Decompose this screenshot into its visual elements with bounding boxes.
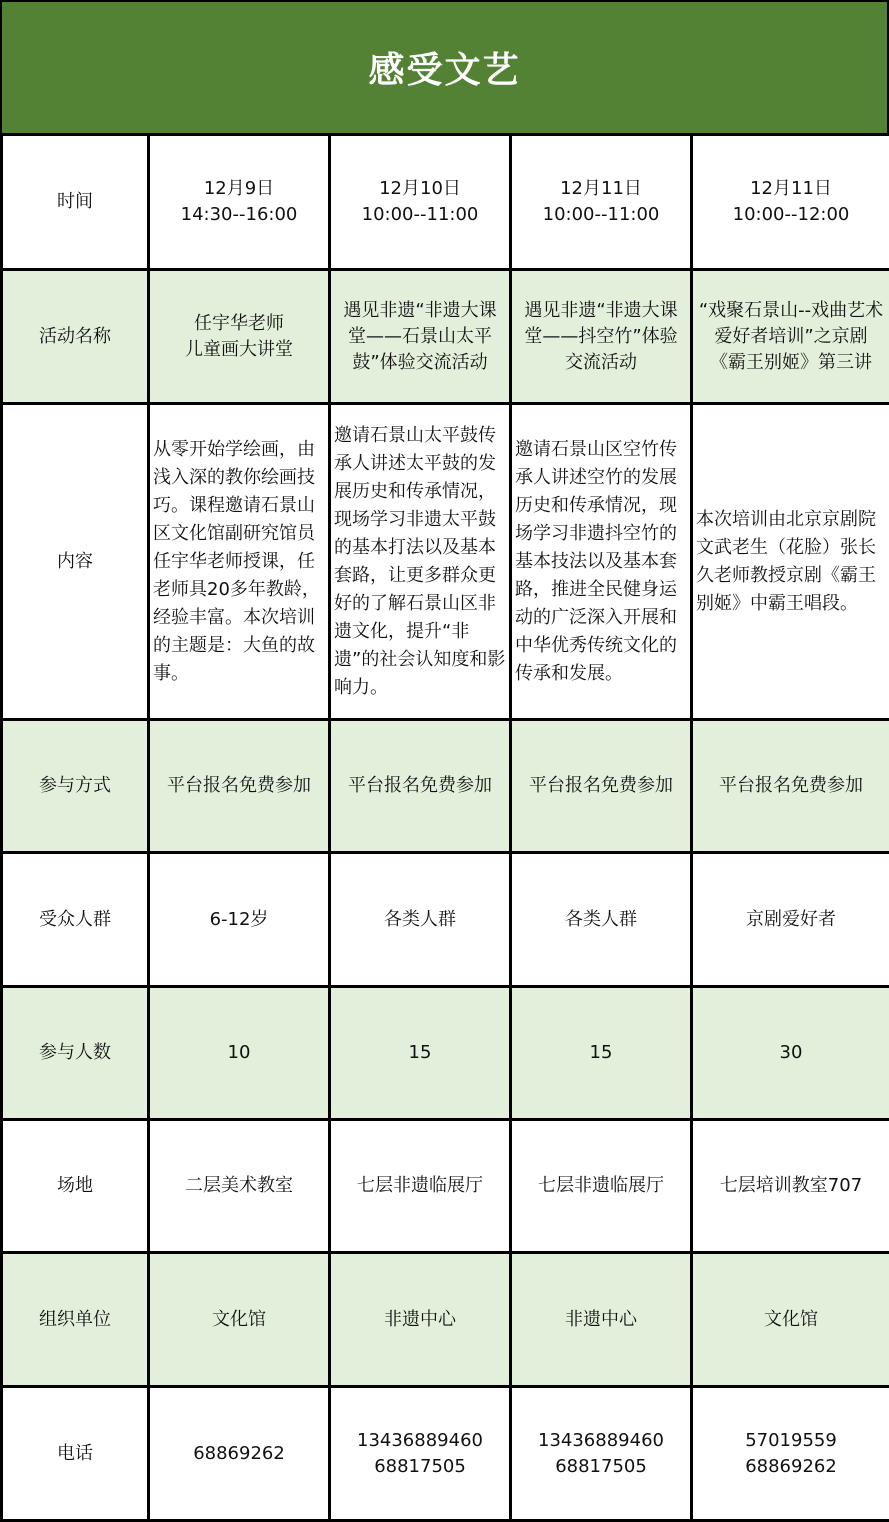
time-cell: [330, 135, 511, 270]
activity-cell: 任宇华老师 儿童画大讲堂: [149, 270, 330, 404]
audience-cell: 各类人群: [330, 853, 511, 987]
row-label-venue: 场地: [2, 1120, 149, 1253]
date-text: 12月10日: [335, 176, 505, 202]
org-cell: 文化馆: [149, 1253, 330, 1387]
row-count: [2, 987, 889, 1120]
count-cell: 15: [511, 987, 692, 1120]
row-label-content: 内容: [2, 404, 149, 720]
venue-cell: 二层美术教室: [149, 1120, 330, 1253]
row-label-activity: 活动名称: [2, 270, 149, 404]
row-label-time: 时间: [2, 135, 149, 270]
time-cell: [149, 135, 330, 270]
phone-number: 68869262: [697, 1454, 885, 1480]
date-text: 12月9日: [154, 176, 324, 202]
audience-cell: 6-12岁: [149, 853, 330, 987]
row-phone: [2, 1387, 889, 1521]
phone-number: 68869262: [154, 1441, 324, 1467]
row-activity: [2, 270, 889, 404]
phone-number: 13436889460: [516, 1428, 686, 1454]
phone-cell: [511, 1387, 692, 1521]
row-label-org: 组织单位: [2, 1253, 149, 1387]
row-venue: [2, 1120, 889, 1253]
phone-number: 13436889460: [335, 1428, 505, 1454]
date-text: 12月11日: [697, 176, 885, 202]
method-cell: 平台报名免费参加: [511, 720, 692, 853]
venue-cell: 七层非遗临展厅: [330, 1120, 511, 1253]
audience-cell: 京剧爱好者: [692, 853, 889, 987]
audience-cell: 各类人群: [511, 853, 692, 987]
row-time: [2, 135, 889, 270]
content-cell: 从零开始学绘画，由浅入深的教你绘画技巧。课程邀请石景山区文化馆副研究馆员任宇华老师授课，任老师具20多年教龄，经验丰富。本次培训的主题是：大鱼的故事。: [149, 404, 330, 720]
phone-cell: [692, 1387, 889, 1521]
method-cell: 平台报名免费参加: [149, 720, 330, 853]
row-content: [2, 404, 889, 720]
org-cell: 非遗中心: [330, 1253, 511, 1387]
activity-cell: 遇见非遗“非遗大课堂——石景山太平鼓”体验交流活动: [330, 270, 511, 404]
row-audience: [2, 853, 889, 987]
venue-cell: 七层培训教室707: [692, 1120, 889, 1253]
org-cell: 文化馆: [692, 1253, 889, 1387]
phone-cell: [149, 1387, 330, 1521]
row-label-audience: 受众人群: [2, 853, 149, 987]
count-cell: 15: [330, 987, 511, 1120]
row-label-method: 参与方式: [2, 720, 149, 853]
time-text: 14:30--16:00: [154, 202, 324, 228]
date-text: 12月11日: [516, 176, 686, 202]
phone-number: 68817505: [516, 1454, 686, 1480]
activity-cell: “戏聚石景山--戏曲艺术爱好者培训”之京剧《霸王别姬》第三讲: [692, 270, 889, 404]
row-method: [2, 720, 889, 853]
page-title: 感受文艺: [368, 42, 520, 93]
content-cell: 邀请石景山区空竹传承人讲述空竹的发展历史和传承情况，现场学习非遗抖空竹的基本技法以及基本套路，推进全民健身运动的广泛深入开展和中华优秀传统文化的传承和发展。: [511, 404, 692, 720]
phone-number: 68817505: [335, 1454, 505, 1480]
count-cell: 30: [692, 987, 889, 1120]
phone-number: 57019559: [697, 1428, 885, 1454]
content-cell: 本次培训由北京京剧院文武老生（花脸）张长久老师教授京剧《霸王别姬》中霸王唱段。: [692, 404, 889, 720]
time-cell: [692, 135, 889, 270]
org-cell: 非遗中心: [511, 1253, 692, 1387]
method-cell: 平台报名免费参加: [330, 720, 511, 853]
row-label-phone: 电话: [2, 1387, 149, 1521]
venue-cell: 七层非遗临展厅: [511, 1120, 692, 1253]
title-bar: [0, 0, 889, 135]
row-org: [2, 1253, 889, 1387]
schedule-table: [0, 133, 889, 1522]
count-cell: 10: [149, 987, 330, 1120]
time-text: 10:00--12:00: [697, 202, 885, 228]
time-cell: [511, 135, 692, 270]
time-text: 10:00--11:00: [335, 202, 505, 228]
method-cell: 平台报名免费参加: [692, 720, 889, 853]
activity-cell: 遇见非遗“非遗大课堂——抖空竹”体验交流活动: [511, 270, 692, 404]
time-text: 10:00--11:00: [516, 202, 686, 228]
row-label-count: 参与人数: [2, 987, 149, 1120]
phone-cell: [330, 1387, 511, 1521]
content-cell: 邀请石景山太平鼓传承人讲述太平鼓的发展历史和传承情况，现场学习非遗太平鼓的基本打法以及基本套路，让更多群众更好的了解石景山区非遗文化，提升“非遗”的社会认知度和影响力。: [330, 404, 511, 720]
